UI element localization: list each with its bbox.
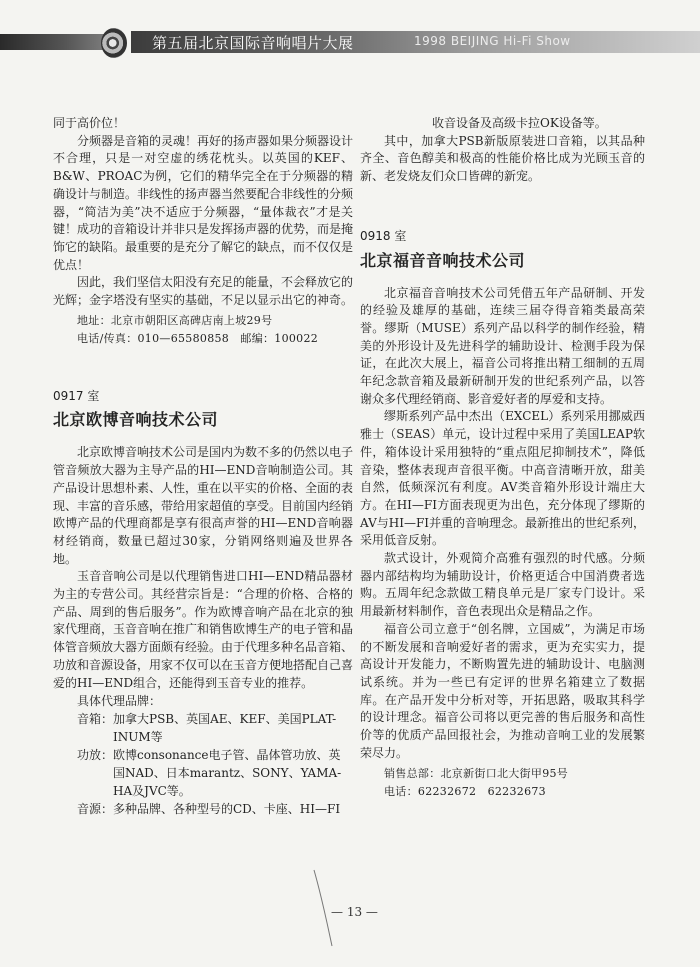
intro-para-1: 分频器是音箱的灵魂！再好的扬声器如果分频器设计不合理，只是一对空虚的绣花枕头。以英国的KEF、B&W、PROAC为例，它们的精华完全在于分频器的精确设计与制造。非线性的扬声器当然要配合非线性的分频器，“简洁为美”决不适应于分频器，“量体裁衣”才是关键！成功的音箱设计并非只是发挥扬声器的优势，而是掩饰它的缺陷。最重要的是充分了解它的缺点，而不仅仅是优点！ bbox=[53, 133, 354, 272]
company-para-2: 缪斯系列产品中杰出（EXCEL）系列采用挪威西雅士（SEAS）单元，设计过程中采用了美国LEAP软件，箱体设计采用独特的“重点阻尼抑制技术”，降低音染，整体表现声音很平衡。中高音清晰开放，甜美自然，低频深沉有利度。AV类音箱外形设计端庄大方。在HI—FI方面表现更为出色，充分体现了缪斯的AV与HI—FI并重的音响理念。最新推出的世纪系列，采用低音反射。 bbox=[360, 409, 646, 548]
header-subtitle: 1998 BEIJING Hi-Fi Show bbox=[414, 34, 571, 48]
brand-amps-cont-2: HA及JVC等。 bbox=[113, 784, 191, 799]
company-para-1: 北京欧博音响技术公司是国内为数不多的仍然以电子管音频放大器为主导产品的HI—END音响制造公司。其产品设计思想朴素、人性，重在以平实的价格、全面的表现、丰富的音乐感，带给用家超值的享受。目前国内经销欧博产品的代理商都是享有很高声誉的HI—END音响器材经销商，数量已超过30家，分销网络则遍及世界各地。 bbox=[53, 445, 354, 566]
brand-speakers: 音箱：加拿大PSB、英国AE、KEF、美国PLAT- bbox=[77, 712, 337, 727]
contact-block-2 bbox=[384, 765, 645, 801]
brand-speakers-cont: INUM等 bbox=[113, 730, 163, 745]
sales-phone-line: 电话：62232672 62232673 bbox=[384, 784, 546, 798]
sales-address-line: 销售总部：北京新街口北大街甲95号 bbox=[384, 766, 569, 780]
brands-heading: 具体代理品牌： bbox=[77, 694, 162, 709]
brand-amps: 功放：欧博consonance电子管、晶体管功放、英 bbox=[77, 748, 341, 763]
page-number: — 13 — bbox=[331, 905, 378, 919]
company-title: 北京福音音响技术公司 bbox=[360, 250, 526, 270]
continued-para: 其中，加拿大PSB新版原装进口音箱，以其品种齐全、音色醇美和极高的性能价格比成为光顾玉音的新、老发烧友们众口皆碑的新宠。 bbox=[360, 133, 645, 184]
header-title: 第五届北京国际音响唱片大展 bbox=[152, 34, 354, 52]
right-column bbox=[360, 115, 645, 801]
continued-line: 收音设备及高级卡拉OK设备等。 bbox=[432, 116, 607, 130]
brands-list bbox=[53, 692, 353, 818]
left-column bbox=[53, 115, 353, 818]
contact-block-1 bbox=[77, 312, 353, 348]
company-para-3: 款式设计，外观简介高雅有强烈的时代感。分频器内部结构均为辅助设计，价格更适合中国消费者选购。五周年纪念款做工精良单元是厂家专门设计。采用最新材料制作，音色表现出众是精品之作。 bbox=[360, 551, 645, 619]
room-number: 0918 室 bbox=[360, 228, 407, 243]
company-para-1: 北京福音音响技术公司凭借五年产品研制、开发的经验及雄厚的基础，连续三届夺得音箱类最高荣誉。缪斯（MUSE）系列产品以科学的制作经验，精美的外形设计及先进科学的辅助设计、检测手段为保证，在此次大展上，福音公司将推出精工细制的五周年纪念款音箱及最新研制开发的世纪系列产品，以答谢众多代理经销商、影音爱好者的厚爱和支持。 bbox=[360, 285, 645, 406]
intro-tail: 同于高价位！ bbox=[53, 116, 126, 130]
company-para-2: 玉音音响公司是以代理销售进口HI—END精品器材为主的专营公司。其经营宗旨是：“合理的价格、合格的产品、周到的售后服务”。作为欧博音响产品在北京的独家代理商，玉音音响在推广和销售欧博生产的电子管和晶体管音频放大器方面颇有经验。由于代理多种名品音箱、功放和音源设备，用家不仅可以在玉音方便地搭配自己喜爱的HI—END组合，还能得到玉音专业的推荐。 bbox=[53, 569, 354, 690]
company-title: 北京欧博音响技术公司 bbox=[53, 410, 219, 430]
room-number: 0917 室 bbox=[53, 388, 100, 403]
speaker-icon bbox=[101, 28, 127, 58]
brand-sources: 音源：多种品牌、各种型号的CD、卡座、HI—FI bbox=[77, 802, 341, 817]
phone-line: 电话/传真：010—65580858 邮编：100022 bbox=[77, 331, 319, 345]
address-line: 地址：北京市朝阳区高碑店南上坡29号 bbox=[77, 313, 273, 327]
page-header bbox=[0, 28, 700, 58]
company-para-4: 福音公司立意于“创名牌，立国威”，为满足市场的不断发展和音响爱好者的需求，更为充实实力，提高设计开发能力，不断购置先进的辅助设计、电脑测试系统。并为一些已有定评的世界名箱建立了数据库。在产品开发中分析对等，开拓思路，吸取其科学的设计理念。福音公司将以更完善的售后服务和高性价等的优质产品回报社会，为推动音响工业的发展繁荣尽力。 bbox=[360, 621, 645, 760]
intro-para-2: 因此，我们坚信太阳没有充足的能量，不会释放它的光辉；金字塔没有坚实的基础，不足以显示出它的神奇。 bbox=[53, 275, 354, 308]
brand-amps-cont: 国NAD、日本marantz、SONY、YAMA- bbox=[113, 766, 342, 781]
